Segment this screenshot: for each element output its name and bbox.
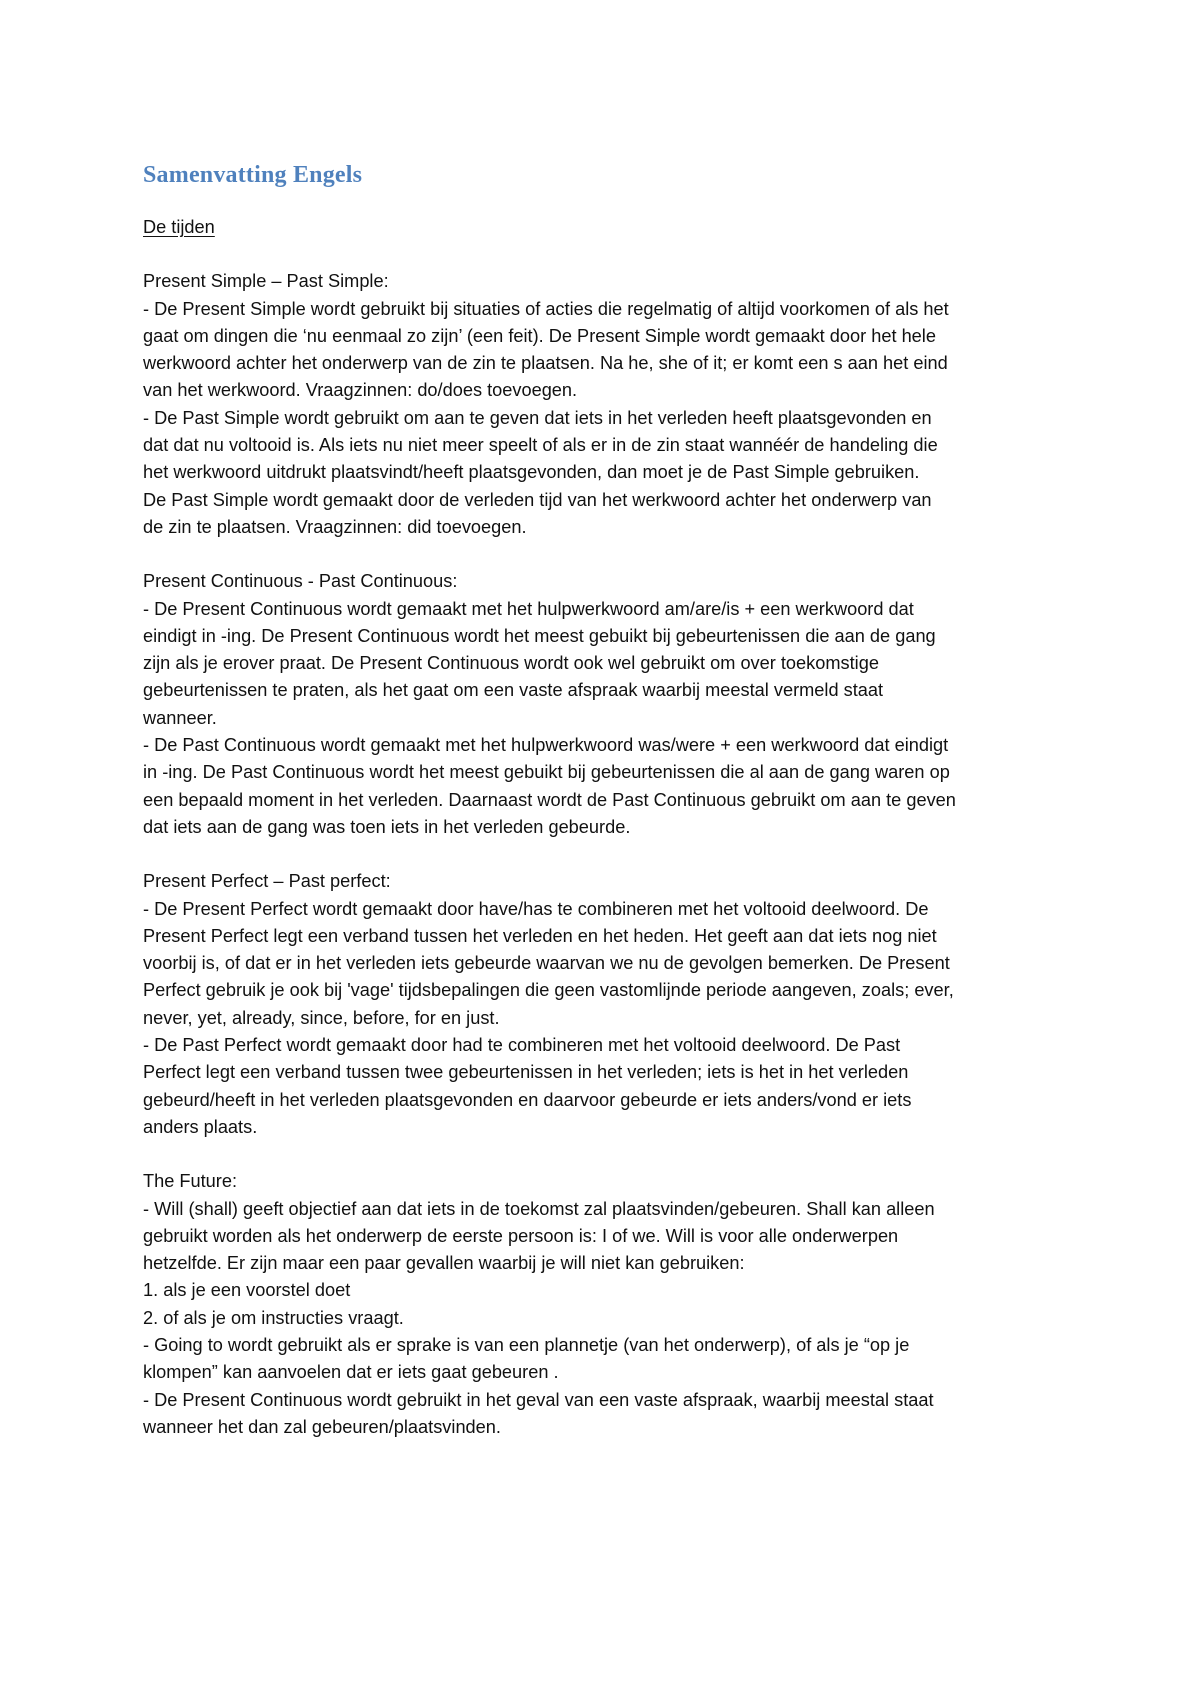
section-the-future (143, 1168, 1083, 1441)
paragraph-line: - De Present Perfect wordt gemaakt door have/has te combineren met het voltooid deelwoord. De (143, 898, 929, 919)
section-present-past-perfect (143, 868, 1083, 1141)
paragraph-line: Perfect gebruik je ook bij 'vage' tijdsbepalingen die geen vastomlijnde periode aangeven, zoals; ever, (143, 980, 954, 1001)
section-title: Present Perfect – Past perfect: (143, 871, 391, 892)
section-title: The Future: (143, 1171, 238, 1192)
paragraph-line: gaat om dingen die ‘nu eenmaal zo zijn’ (een feit). De Present Simple wordt gemaakt door het hele (143, 325, 936, 346)
paragraph-line: wanneer. (143, 707, 217, 728)
paragraph-line: in -ing. De Past Continuous wordt het meest gebuikt bij gebeurtenissen die al aan de gang waren op (143, 762, 950, 783)
paragraph-line: gebeurtenissen te praten, als het gaat om een vaste afspraak waarbij meestal vermeld staat (143, 680, 884, 701)
section-present-past-simple (143, 268, 1083, 541)
paragraph-line: - De Past Continuous wordt gemaakt met het hulpwerkwoord was/were + een werkwoord dat eindigt (143, 735, 949, 756)
paragraph-line: de zin te plaatsen. Vraagzinnen: did toevoegen. (143, 516, 527, 537)
paragraph-line: De Past Simple wordt gemaakt door de verleden tijd van het werkwoord achter het onderwerp van (143, 489, 932, 510)
paragraph-line: - De Past Perfect wordt gemaakt door had te combineren met het voltooid deelwoord. De Past (143, 1035, 901, 1056)
paragraph-line: voorbij is, of dat er in het verleden iets gebeurde waarvan we nu de gevolgen bemerken. De Present (143, 953, 950, 974)
paragraph-line: dat dat nu voltooid is. Als iets nu niet meer speelt of als er in de zin staat wannéér de handeling die (143, 435, 938, 456)
paragraph-line: - Going to wordt gebruikt als er sprake is van een plannetje (van het onderwerp), of als je “op je (143, 1334, 910, 1355)
paragraph-line: van het werkwoord. Vraagzinnen: do/does toevoegen. (143, 380, 578, 401)
section-title: Present Continuous - Past Continuous: (143, 571, 458, 592)
paragraph-line: - De Past Simple wordt gebruikt om aan te geven dat iets in het verleden heeft plaatsgevonden en (143, 407, 932, 428)
paragraph-line: gebeurd/heeft in het verleden plaatsgevonden en daarvoor gebeurde er iets anders/vond er iets (143, 1089, 912, 1110)
document-page (143, 160, 1083, 1441)
paragraph-line: gebruikt worden als het onderwerp de eerste persoon is: I of we. Will is voor alle onderwerpen (143, 1225, 899, 1246)
paragraph-line: klompen” kan aanvoelen dat er iets gaat gebeuren . (143, 1362, 559, 1383)
paragraph-line: Present Perfect legt een verband tussen het verleden en het heden. Het geeft aan dat iets nog niet (143, 925, 937, 946)
paragraph-line: anders plaats. (143, 1116, 258, 1137)
paragraph-line: dat iets aan de gang was toen iets in het verleden gebeurde. (143, 816, 631, 837)
paragraph-line: - De Present Continuous wordt gebruikt in het geval van een vaste afspraak, waarbij meestal staat (143, 1389, 934, 1410)
section-present-past-continuous (143, 568, 1083, 841)
paragraph-line: Perfect legt een verband tussen twee gebeurtenissen in het verleden; iets is het in het verleden (143, 1062, 909, 1083)
paragraph-line: - De Present Simple wordt gebruikt bij situaties of acties die regelmatig of altijd voorkomen of als het (143, 298, 949, 319)
paragraph-line: - De Present Continuous wordt gemaakt met het hulpwerkwoord am/are/is + een werkwoord dat (143, 598, 914, 619)
paragraph-line: - Will (shall) geeft objectief aan dat iets in de toekomst zal plaatsvinden/gebeuren. Shall kan alleen (143, 1198, 935, 1219)
paragraph-line: een bepaald moment in het verleden. Daarnaast wordt de Past Continuous gebruikt om aan te geven (143, 789, 956, 810)
paragraph-line: hetzelfde. Er zijn maar een paar gevallen waarbij je will niet kan gebruiken: (143, 1253, 745, 1274)
subheading-de-tijden: De tijden (143, 217, 215, 237)
list-item: 1. als je een voorstel doet (143, 1280, 351, 1301)
paragraph-line: never, yet, already, since, before, for en just. (143, 1007, 500, 1028)
paragraph-line: eindigt in -ing. De Present Continuous wordt het meest gebuikt bij gebeurtenissen die aan de gang (143, 625, 936, 646)
paragraph-line: werkwoord achter het onderwerp van de zin te plaatsen. Na he, she of it; er komt een s aan het eind (143, 353, 948, 374)
list-item: 2. of als je om instructies vraagt. (143, 1307, 404, 1328)
document-title: Samenvatting Engels (143, 162, 363, 188)
section-title: Present Simple – Past Simple: (143, 271, 389, 292)
paragraph-line: wanneer het dan zal gebeuren/plaatsvinden. (143, 1416, 501, 1437)
paragraph-line: het werkwoord uitdrukt plaatsvindt/heeft plaatsgevonden, dan moet je de Past Simple gebruiken. (143, 462, 920, 483)
paragraph-line: zijn als je erover praat. De Present Continuous wordt ook wel gebruikt om over toekomstige (143, 653, 879, 674)
